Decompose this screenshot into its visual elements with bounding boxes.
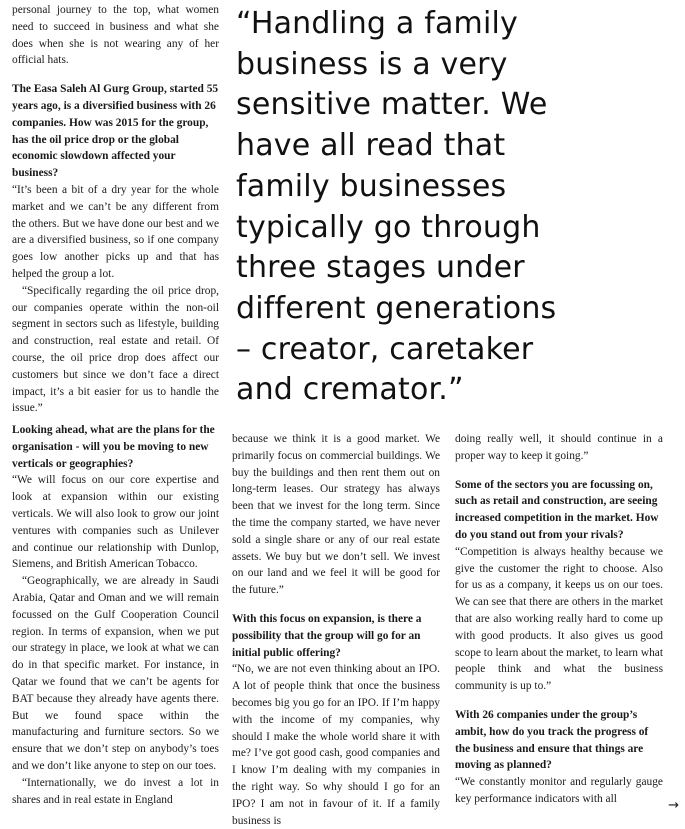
answer-3-continued: doing really well, it should continue in a proper way to keep it going.” xyxy=(455,433,663,462)
pull-quote-line: have all read that xyxy=(236,128,506,164)
question-4: Some of the sectors you are focussing on, such as retail and construction, are seeing increased competition in the market. How do you stand out from your rivals? xyxy=(455,478,659,541)
intro-paragraph: personal journey to the top, what women need to succeed in business and what she does when she is not wearing any of her official hats. xyxy=(12,4,219,67)
question-2: Looking ahead, what are the plans for the organisation - will you be moving to new verticals or geographies? xyxy=(12,424,215,470)
middle-column xyxy=(232,431,440,829)
pull-quote-line: and cremator.” xyxy=(236,372,464,408)
question-5: With 26 companies under the group’s ambit, how do you track the progress of the business and ensure that things are moving as planned? xyxy=(455,708,649,772)
answer-1-paragraph-2: “Specifically regarding the oil price drop, our companies operate within the non-oil segment in sectors such as lifestyle, building and construction, real estate and retail. Of course, the oil price drop does affect our customers but since we don’t face a direct impact, it’s a bit easier for us to handle the issue.” xyxy=(12,284,219,415)
answer-3: “No, we are not even thinking about an IPO. A lot of people think that once the business becomes big you go for an IPO. If I’m happy with the income of my companies, why should I make the whole world share it with me? I’ve got good cash, good companies and I know I’m dealing with my companies in the right way. So why should I go for an IPO? I am not in favour of it. If a family business is xyxy=(232,663,440,827)
left-column-top xyxy=(12,2,219,417)
answer-4: “Competition is always healthy because we give the customer the right to choose. Also for us as a company, it keeps us on our toes. We can see that there are others in the market that are also working really hard to come up with good products. It also gives us good scope to learn about the market, to learn what people think and what the business community is up to.” xyxy=(455,545,663,693)
pull-quote-line: sensitive matter. We xyxy=(236,87,548,123)
answer-2-paragraph-2: “Geographically, we are already in Saudi Arabia, Qatar and Oman and we will remain focussed on the Gulf Cooperation Council region. In terms of expansion, when we put our strategy in place, we look at what we can do in that specific market. For instance, in Qatar we found that we can’t be agents for BAT because they already have agents there. But we found space within the manufacturing and furniture sectors. So we ensure that we don’t step on anybody’s toes and we don’t like anyone to step on our toes. xyxy=(12,575,219,772)
question-1: The Easa Saleh Al Gurg Group, started 55 years ago, is a diversified business with 26 companies. How was 2015 for the group, has the oil price drop or the global economic slowdown affected your business? xyxy=(12,83,219,180)
answer-5: “We constantly monitor and regularly gauge key performance indicators with all xyxy=(455,776,663,805)
answer-2-paragraph-1: “We will focus on our core expertise and look at expansion within our existing verticals. We will also look to grow our joint ventures with companies such as Unilever and continue our relationship with Dunlop, Siemens, and British American Tobacco. xyxy=(12,474,219,571)
question-3: With this focus on expansion, is there a possibility that the group will go for an initial public offering? xyxy=(232,612,422,659)
right-column xyxy=(455,431,663,808)
pull-quote-line: three stages under xyxy=(236,250,525,286)
answer-2-continued: because we think it is a good market. We primarily focus on commercial buildings. We buy the buildings and then rent them out on long-term leases. Our strategy has always been that we invest for the long term. Since the time the company started, we have never sold a single share or any of our real estate assets. We buy but we don’t sell. We invest on our land and we feel it will be good for the future.” xyxy=(232,433,440,597)
pull-quote-line: typically go through xyxy=(236,209,541,245)
answer-1-paragraph-1: “It’s been a bit of a dry year for the whole market and we can’t be any different from the others. But we have done our best and we are a diversified business, so if one company goes low another picks up and that has helped the group a lot. xyxy=(12,183,219,280)
pull-quote-line: family businesses xyxy=(236,168,507,204)
pull-quote-line: business is a very xyxy=(236,46,508,82)
pull-quote-line: “Handling a family xyxy=(236,6,518,41)
continue-arrow-icon: → xyxy=(668,798,679,813)
pull-quote xyxy=(236,4,682,411)
left-column-bottom xyxy=(12,422,219,808)
pull-quote-line: different generations xyxy=(236,290,557,326)
answer-2-paragraph-3: “Internationally, we do invest a lot in shares and in real estate in England xyxy=(12,776,219,806)
pull-quote-line: – creator, caretaker xyxy=(236,331,534,367)
